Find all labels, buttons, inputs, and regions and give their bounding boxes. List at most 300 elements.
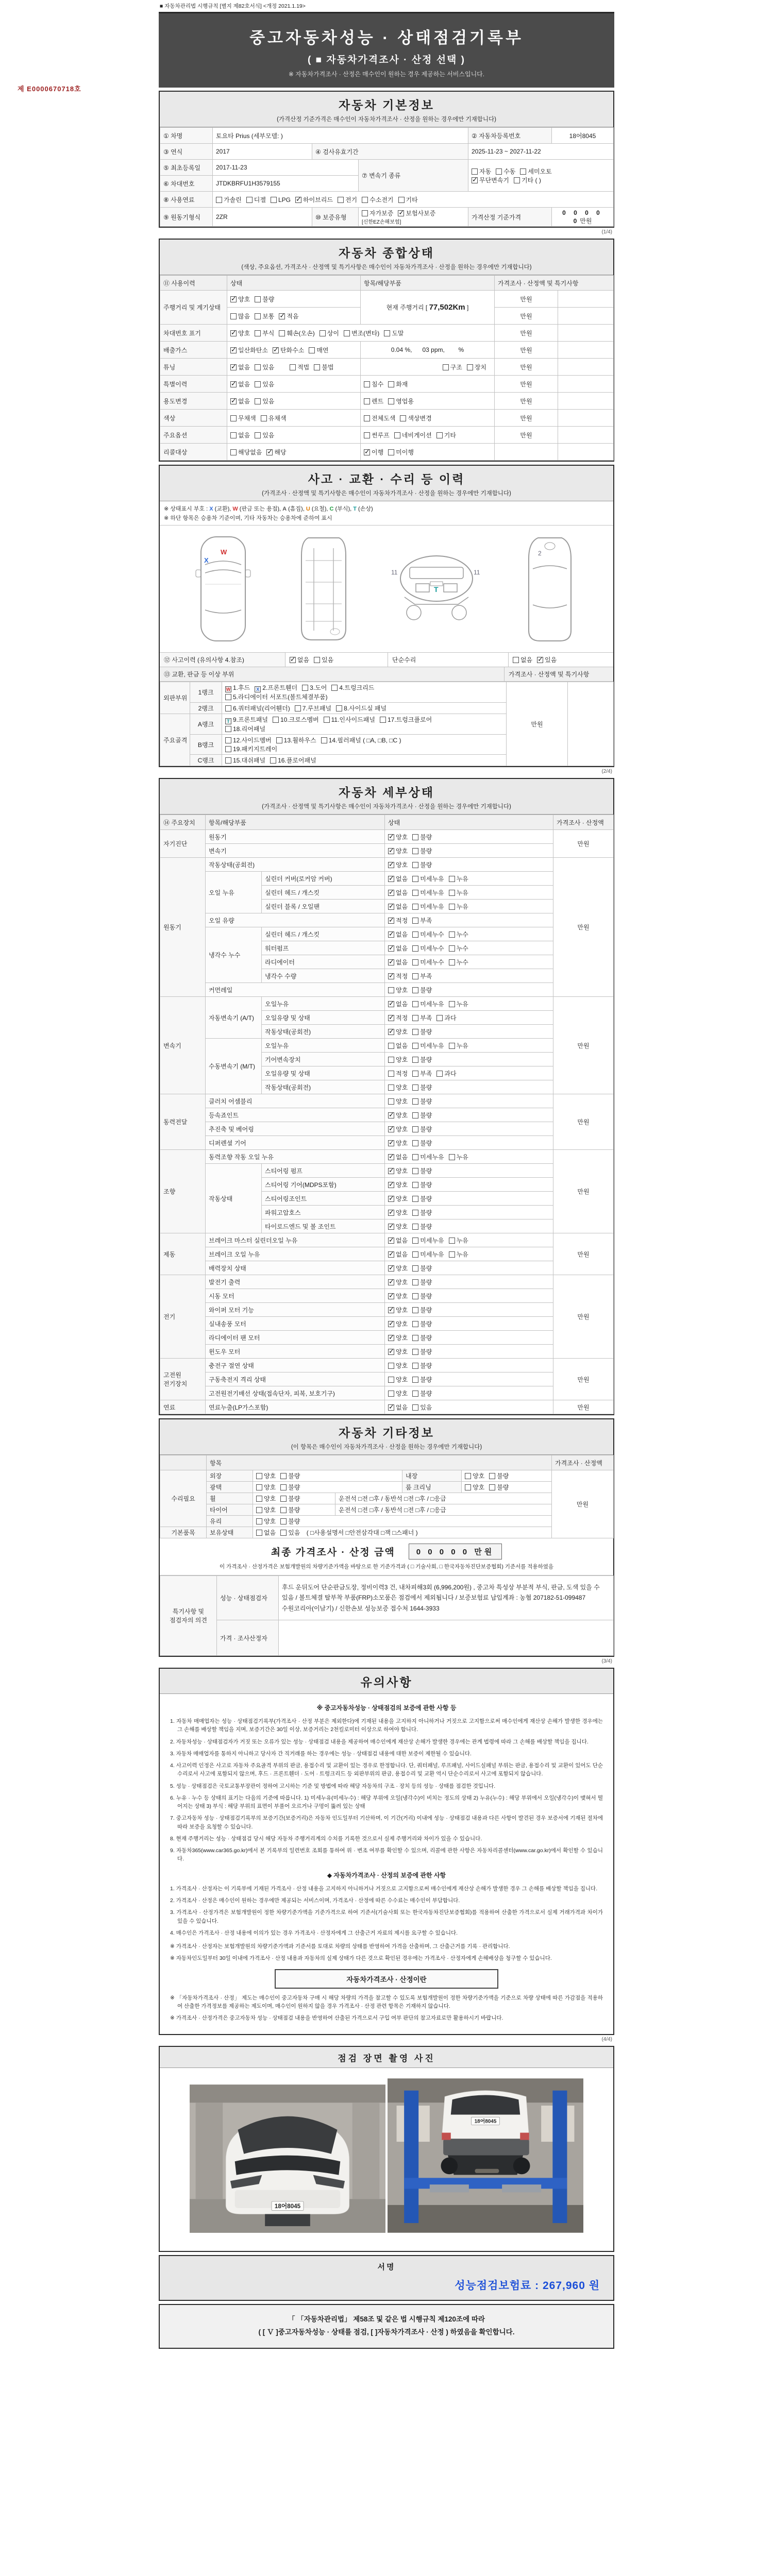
checkbox-icon[interactable] (314, 657, 320, 663)
checkbox-icon[interactable] (256, 1518, 262, 1524)
checkbox-label: 6.쿼터패널(리어휀더) (233, 705, 290, 712)
checkbox-label: 양호 (264, 1506, 276, 1514)
checkbox-icon[interactable] (388, 1140, 394, 1146)
year-label: ③ 연식 (160, 144, 213, 160)
col-price: 가격조사 · 산정액 (553, 815, 614, 830)
checkbox-label: 불량 (420, 1292, 432, 1300)
checkbox-icon[interactable] (388, 931, 394, 938)
checkbox-icon[interactable] (388, 1182, 394, 1188)
inspection-record-document (159, 0, 614, 2354)
price-cell: 만원 (495, 410, 558, 427)
checkbox-icon[interactable] (449, 904, 455, 910)
mark-icon[interactable]: T (225, 718, 231, 724)
signature-label: 서명 (377, 2263, 396, 2272)
checkbox-icon[interactable] (412, 904, 418, 910)
legend-desc: (손상) (356, 506, 373, 512)
checkbox-icon[interactable] (364, 381, 370, 387)
checkbox-icon[interactable] (388, 1377, 394, 1383)
checkbox-icon[interactable] (412, 834, 418, 840)
checkbox-icon[interactable] (443, 364, 449, 370)
checkbox-icon[interactable] (364, 432, 370, 438)
checkbox-icon[interactable] (412, 1029, 418, 1035)
checkbox-item (230, 346, 268, 354)
checkbox-icon[interactable] (412, 945, 418, 952)
checkbox-label: 양호 (264, 1472, 276, 1480)
checkbox-icon[interactable] (398, 197, 405, 203)
checkbox-icon[interactable] (321, 737, 327, 743)
checkbox-item (412, 958, 444, 967)
checkbox-label: 불량 (420, 1056, 432, 1063)
checkbox-icon[interactable] (449, 931, 455, 938)
outer-panel-group: 외판부위 (160, 682, 190, 714)
page-marker-1: (1/4) (601, 229, 612, 235)
checkbox-item (412, 944, 444, 953)
other-header (160, 1419, 613, 1455)
checkbox-icon[interactable] (412, 1210, 418, 1216)
checkbox-icon[interactable] (388, 1335, 394, 1341)
checkbox-icon[interactable] (273, 717, 279, 723)
checkbox-icon[interactable] (290, 657, 296, 663)
checkbox-icon[interactable] (230, 296, 237, 302)
checkbox-icon[interactable] (412, 973, 418, 979)
checkbox-icon[interactable] (380, 717, 386, 723)
checkbox-icon[interactable] (225, 737, 231, 743)
checkbox-icon[interactable] (412, 1265, 418, 1272)
checkbox-icon[interactable] (255, 364, 261, 370)
checkbox-icon[interactable] (412, 1084, 418, 1091)
final-price-label: 최종 가격조사 · 산정 금액 (271, 1547, 395, 1558)
checkbox-icon[interactable] (230, 347, 237, 353)
checkbox-item (467, 363, 486, 371)
checkbox-icon[interactable] (449, 876, 455, 882)
checkbox-icon[interactable] (295, 197, 301, 203)
checkbox-icon[interactable] (412, 890, 418, 896)
checkbox-icon[interactable] (255, 296, 261, 302)
checkbox-icon[interactable] (246, 197, 253, 203)
rank1-row (160, 682, 614, 703)
checkbox-icon[interactable] (467, 364, 473, 370)
checkbox-icon[interactable] (449, 945, 455, 952)
device-group-cell: 동력전달 (160, 1094, 206, 1150)
parts-header-row (160, 667, 613, 682)
state-cell (385, 1219, 553, 1233)
checkbox-icon[interactable] (388, 973, 394, 979)
notice-item: ※ 가격조사 · 산정가격은 중고자동차 성능 · 상태점검 내용을 반영하여 산출된 가격으로서 구입 여부 판단의 참고자료로만 활용하시기 바랍니다. (170, 2015, 503, 2022)
checkbox-icon[interactable] (388, 381, 394, 387)
checkbox-icon[interactable] (364, 415, 370, 421)
checkbox-icon[interactable] (338, 197, 344, 203)
section-confirmation (159, 2304, 614, 2349)
checkbox-icon[interactable] (280, 1496, 287, 1502)
checkbox-icon[interactable] (388, 848, 394, 854)
checkbox-item (412, 1055, 432, 1064)
checkbox-label: 11.인사이드패널 (331, 716, 375, 723)
checkbox-icon[interactable] (255, 432, 261, 438)
checkbox-icon[interactable] (230, 313, 237, 319)
page-note: ※ 자동차가격조사 · 산정은 매수인이 원하는 경우 제공하는 서비스입니다. (288, 71, 485, 78)
checkbox-icon[interactable] (412, 959, 418, 965)
checkbox-icon[interactable] (388, 1057, 394, 1063)
fuel-label: ⑧ 사용연료 (160, 192, 213, 208)
checkbox-icon[interactable] (449, 1251, 455, 1258)
checkbox-icon[interactable] (412, 1071, 418, 1077)
checkbox-icon[interactable] (256, 1473, 262, 1479)
checkbox-icon[interactable] (230, 364, 237, 370)
checkbox-icon[interactable] (412, 1335, 418, 1341)
checkbox-label: 양호 (396, 1320, 408, 1328)
checkbox-icon[interactable] (276, 737, 282, 743)
checkbox-item (388, 1250, 408, 1259)
checkbox-icon[interactable] (412, 1168, 418, 1174)
price-cell: 만원 (495, 393, 558, 410)
checkbox-icon[interactable] (436, 1015, 443, 1021)
checkbox-icon[interactable] (412, 1363, 418, 1369)
checkbox-icon[interactable] (388, 959, 394, 965)
checkbox-icon[interactable] (412, 848, 418, 854)
checkbox-icon[interactable] (279, 330, 285, 336)
mark-icon[interactable]: X (255, 686, 261, 692)
checkbox-icon[interactable] (388, 1238, 394, 1244)
remark-cell (558, 376, 614, 393)
checkbox-item (225, 683, 250, 692)
checkbox-label: 미세누수 (420, 958, 444, 966)
checkbox-label: 양호 (238, 329, 250, 337)
checkbox-icon[interactable] (412, 1307, 418, 1313)
checkbox-icon[interactable] (412, 1057, 418, 1063)
item-cell: 클러치 어셈블리 (206, 1094, 385, 1108)
checkbox-icon[interactable] (472, 177, 478, 183)
item-cell: 스티어링 펌프 (262, 1164, 385, 1178)
checkbox-icon[interactable] (362, 210, 368, 216)
checkbox-icon[interactable] (489, 1473, 495, 1479)
state-cell (385, 858, 553, 872)
checkbox-icon[interactable] (388, 1279, 394, 1285)
damaged-parts-table (160, 682, 614, 766)
checkbox-icon[interactable] (280, 1484, 287, 1490)
checkbox-icon[interactable] (364, 449, 370, 455)
checkbox-icon[interactable] (270, 757, 276, 764)
checkbox-icon[interactable] (364, 398, 370, 404)
device-group-cell: 변속기 (160, 997, 206, 1094)
checkbox-icon[interactable] (514, 177, 520, 183)
checkbox-icon[interactable] (412, 1321, 418, 1327)
item-cell: 실린더 커버(로커암 커버) (262, 872, 385, 886)
reg-no-label: ② 자동차등록번호 (468, 128, 552, 144)
checkbox-icon[interactable] (256, 1507, 262, 1513)
checkbox-icon[interactable] (388, 1084, 394, 1091)
checkbox-icon[interactable] (388, 1154, 394, 1160)
checkbox-item (388, 1208, 408, 1217)
checkbox-icon[interactable] (388, 862, 394, 868)
recall-state (227, 444, 361, 461)
checkbox-label: 양호 (396, 1362, 408, 1369)
checkbox-item (246, 195, 266, 204)
checkbox-icon[interactable] (324, 717, 330, 723)
checkbox-icon[interactable] (388, 1029, 394, 1035)
legend-desc: (교환), (213, 506, 233, 512)
checkbox-icon[interactable] (388, 1001, 394, 1007)
checkbox-icon[interactable] (449, 1238, 455, 1244)
checkbox-icon[interactable] (320, 330, 326, 336)
item-cell: 스티어링조인트 (262, 1192, 385, 1206)
checkbox-icon[interactable] (412, 1279, 418, 1285)
state-cell (385, 1303, 553, 1317)
checkbox-icon[interactable] (256, 1484, 262, 1490)
checkbox-icon[interactable] (412, 1182, 418, 1188)
checkbox-label: 해당 (274, 448, 287, 456)
checkbox-icon[interactable] (266, 449, 273, 455)
price-cell: 만원 (495, 291, 558, 308)
checkbox-icon[interactable] (388, 904, 394, 910)
state-cell (385, 1247, 553, 1261)
checkbox-icon[interactable] (496, 168, 502, 175)
checkbox-icon[interactable] (465, 1484, 471, 1490)
checkbox-icon[interactable] (388, 1391, 394, 1397)
checkbox-icon[interactable] (388, 1015, 394, 1021)
checkbox-icon[interactable] (412, 876, 418, 882)
checkbox-icon[interactable] (398, 210, 404, 216)
checkbox-icon[interactable] (388, 1112, 394, 1118)
checkbox-label: 미세누수 (420, 944, 444, 952)
notice-item: ※ 가격조사 · 산정자는 보험개발원의 차량기준가액과 기준서를 토대로 차량의 상태를 반영하여 가격을 산출하며, 그 산출근거를 기록 · 관리합니다. (170, 1943, 510, 1950)
checkbox-icon[interactable] (256, 1530, 262, 1536)
checkbox-item (364, 448, 383, 456)
checkbox-icon[interactable] (449, 1043, 455, 1049)
checkbox-icon[interactable] (273, 347, 279, 353)
checkbox-icon[interactable] (465, 1473, 471, 1479)
checkbox-label: 불량 (420, 1389, 432, 1397)
state-cell (385, 997, 553, 1011)
checkbox-icon[interactable] (225, 726, 231, 732)
state-cell (385, 1136, 553, 1150)
checkbox-icon[interactable] (290, 364, 296, 370)
checkbox-item (230, 414, 256, 422)
checkbox-icon[interactable] (412, 1238, 418, 1244)
checkbox-icon[interactable] (412, 1098, 418, 1105)
checkbox-icon[interactable] (362, 197, 368, 203)
checkbox-icon[interactable] (295, 705, 301, 711)
checkbox-icon[interactable] (472, 168, 478, 175)
checkbox-icon[interactable] (412, 1349, 418, 1355)
checkbox-icon[interactable] (388, 834, 394, 840)
checkbox-label: 없음 (396, 1042, 408, 1049)
checkbox-icon[interactable] (230, 398, 237, 404)
checkbox-icon[interactable] (280, 1473, 287, 1479)
checkbox-icon[interactable] (412, 1043, 418, 1049)
checkbox-icon[interactable] (436, 432, 443, 438)
masthead (159, 12, 614, 88)
checkbox-icon[interactable] (412, 1251, 418, 1258)
checkbox-icon[interactable] (388, 987, 394, 993)
checkbox-icon[interactable] (230, 381, 237, 387)
checkbox-icon[interactable] (412, 1293, 418, 1299)
checkbox-icon[interactable] (412, 1224, 418, 1230)
checkbox-icon[interactable] (230, 330, 237, 336)
checkbox-icon[interactable] (412, 918, 418, 924)
checkbox-item (380, 715, 432, 724)
checkbox-icon[interactable] (412, 987, 418, 993)
checkbox-icon[interactable] (302, 685, 308, 691)
checkbox-icon[interactable] (400, 415, 406, 421)
checkbox-icon[interactable] (412, 1377, 418, 1383)
checkbox-icon[interactable] (388, 398, 394, 404)
checkbox-icon[interactable] (388, 1307, 394, 1313)
checkbox-item (412, 1013, 432, 1022)
checkbox-label: 양호 (396, 1167, 408, 1175)
page-marker-3: (3/4) (601, 1658, 612, 1664)
checkbox-label: 있음 (262, 380, 275, 388)
checkbox-icon[interactable] (412, 862, 418, 868)
checkbox-icon[interactable] (314, 364, 320, 370)
checkbox-icon[interactable] (216, 197, 222, 203)
checkbox-icon[interactable] (449, 890, 455, 896)
accident-subtitle: (가격조사 · 산정액 및 특기사항은 매수인이 자동차가격조사 · 산정을 원하는 경우에만 기재합니다) (262, 490, 511, 497)
checkbox-icon[interactable] (255, 330, 261, 336)
checkbox-item (255, 312, 274, 320)
checkbox-label: 있음 (322, 656, 334, 664)
section-detail-state (159, 778, 614, 1415)
tire-state (253, 1504, 335, 1516)
checkbox-icon[interactable] (256, 1496, 262, 1502)
checkbox-icon[interactable] (255, 381, 261, 387)
checkbox-icon[interactable] (412, 931, 418, 938)
checkbox-item (449, 999, 468, 1008)
checkbox-label: 양호 (238, 295, 250, 303)
checkbox-icon[interactable] (388, 1168, 394, 1174)
accident-header (160, 466, 613, 501)
device-group-cell: 자기진단 (160, 830, 206, 858)
mark-icon[interactable]: W (226, 687, 231, 692)
checkbox-label: 불량 (420, 1348, 432, 1355)
checkbox-icon[interactable] (412, 1015, 418, 1021)
checkbox-icon[interactable] (449, 1154, 455, 1160)
checkbox-icon[interactable] (230, 432, 237, 438)
interior-state (462, 1470, 552, 1482)
remark-cell (558, 393, 614, 410)
checkbox-label: 3.도어 (310, 684, 327, 691)
checkbox-icon[interactable] (388, 876, 394, 882)
detail-row (160, 1289, 614, 1303)
checkbox-icon[interactable] (331, 685, 338, 691)
checkbox-item (331, 683, 374, 692)
checkbox-icon[interactable] (388, 449, 394, 455)
checkbox-icon[interactable] (309, 347, 315, 353)
checkbox-icon[interactable] (279, 313, 285, 319)
checkbox-icon[interactable] (412, 1154, 418, 1160)
state-cell (385, 941, 553, 955)
checkbox-icon[interactable] (336, 705, 342, 711)
checkbox-label: 기타 (406, 196, 418, 204)
document-number: 제 E0000670718호 (18, 85, 81, 93)
state-cell (385, 1317, 553, 1331)
checkbox-icon[interactable] (225, 705, 231, 711)
checkbox-icon[interactable] (412, 1112, 418, 1118)
checkbox-icon[interactable] (449, 959, 455, 965)
checkbox-label: 디젤 (254, 196, 266, 204)
checkbox-icon[interactable] (388, 945, 394, 952)
blank-header (160, 1455, 207, 1470)
checkbox-item (225, 704, 290, 713)
checkbox-icon[interactable] (280, 1507, 287, 1513)
checkbox-icon[interactable] (225, 757, 231, 764)
checkbox-icon[interactable] (388, 918, 394, 924)
checkbox-icon[interactable] (388, 1251, 394, 1258)
checkbox-item (412, 833, 432, 841)
checkbox-icon[interactable] (412, 1001, 418, 1007)
checkbox-icon[interactable] (388, 890, 394, 896)
exterior-label: 외장 (207, 1470, 253, 1482)
checkbox-icon[interactable] (271, 197, 277, 203)
checkbox-icon[interactable] (261, 415, 267, 421)
checkbox-icon[interactable] (280, 1530, 287, 1536)
checkbox-icon[interactable] (388, 1126, 394, 1132)
checkbox-icon[interactable] (225, 746, 231, 752)
checkbox-icon[interactable] (388, 1043, 394, 1049)
checkbox-icon[interactable] (344, 330, 350, 336)
checkbox-icon[interactable] (388, 1293, 394, 1299)
checkbox-icon[interactable] (436, 1071, 443, 1077)
checkbox-item (273, 346, 304, 354)
row-color (160, 410, 614, 427)
checkbox-icon[interactable] (388, 1071, 394, 1077)
checkbox-icon[interactable] (388, 1210, 394, 1216)
checkbox-icon[interactable] (412, 1196, 418, 1202)
checkbox-icon[interactable] (225, 694, 231, 700)
checkbox-icon[interactable] (513, 657, 519, 663)
checkbox-icon[interactable] (255, 313, 261, 319)
checkbox-icon[interactable] (388, 1224, 394, 1230)
checkbox-icon[interactable] (412, 1404, 418, 1411)
item-cell: 실린더 헤드 / 개스킷 (262, 927, 385, 941)
checkbox-item (320, 329, 339, 337)
checkbox-label: 전기 (345, 196, 358, 204)
checkbox-icon[interactable] (388, 1098, 394, 1105)
checkbox-icon[interactable] (280, 1518, 287, 1524)
checkbox-icon[interactable] (412, 1140, 418, 1146)
checkbox-icon[interactable] (388, 1196, 394, 1202)
checkbox-icon[interactable] (412, 1126, 418, 1132)
checkbox-icon[interactable] (230, 415, 237, 421)
checkbox-item (225, 736, 272, 744)
checkbox-icon[interactable] (388, 1363, 394, 1369)
comprehensive-subtitle: (색상, 주요옵션, 가격조사 · 산정액 및 특기사항은 매수인이 자동차가격조사 · 산정을 원하는 경우에만 기재합니다) (241, 264, 532, 270)
checkbox-icon[interactable] (537, 657, 543, 663)
checkbox-icon[interactable] (412, 1391, 418, 1397)
comprehensive-title: 자동차 종합상태 (339, 246, 434, 260)
state-cell (385, 1108, 553, 1122)
checkbox-icon[interactable] (388, 1349, 394, 1355)
checkbox-icon[interactable] (388, 1265, 394, 1272)
mileage-current (361, 291, 495, 325)
checkbox-icon[interactable] (384, 330, 390, 336)
checkbox-icon[interactable] (230, 449, 237, 455)
checkbox-item (388, 1027, 408, 1036)
checkbox-label: 적정 (396, 972, 408, 980)
checkbox-icon[interactable] (388, 1404, 394, 1411)
final-price-band (160, 1538, 613, 1562)
checkbox-icon[interactable] (520, 168, 526, 175)
checkbox-icon[interactable] (255, 398, 261, 404)
item-cell: 워터펌프 (262, 941, 385, 955)
checkbox-icon[interactable] (388, 1321, 394, 1327)
checkbox-label: 있음 (545, 656, 557, 664)
checkbox-icon[interactable] (394, 432, 400, 438)
checkbox-icon[interactable] (489, 1484, 495, 1490)
state-cell (385, 955, 553, 969)
checkbox-icon[interactable] (449, 1001, 455, 1007)
notice-item: 2. 가격조사 · 산정은 매수인이 원하는 경우에만 제공되는 서비스이며, 가격조사 · 산정에 따른 수수료는 매수인이 부담합니다. (170, 1897, 460, 1904)
detail-header (160, 779, 613, 815)
